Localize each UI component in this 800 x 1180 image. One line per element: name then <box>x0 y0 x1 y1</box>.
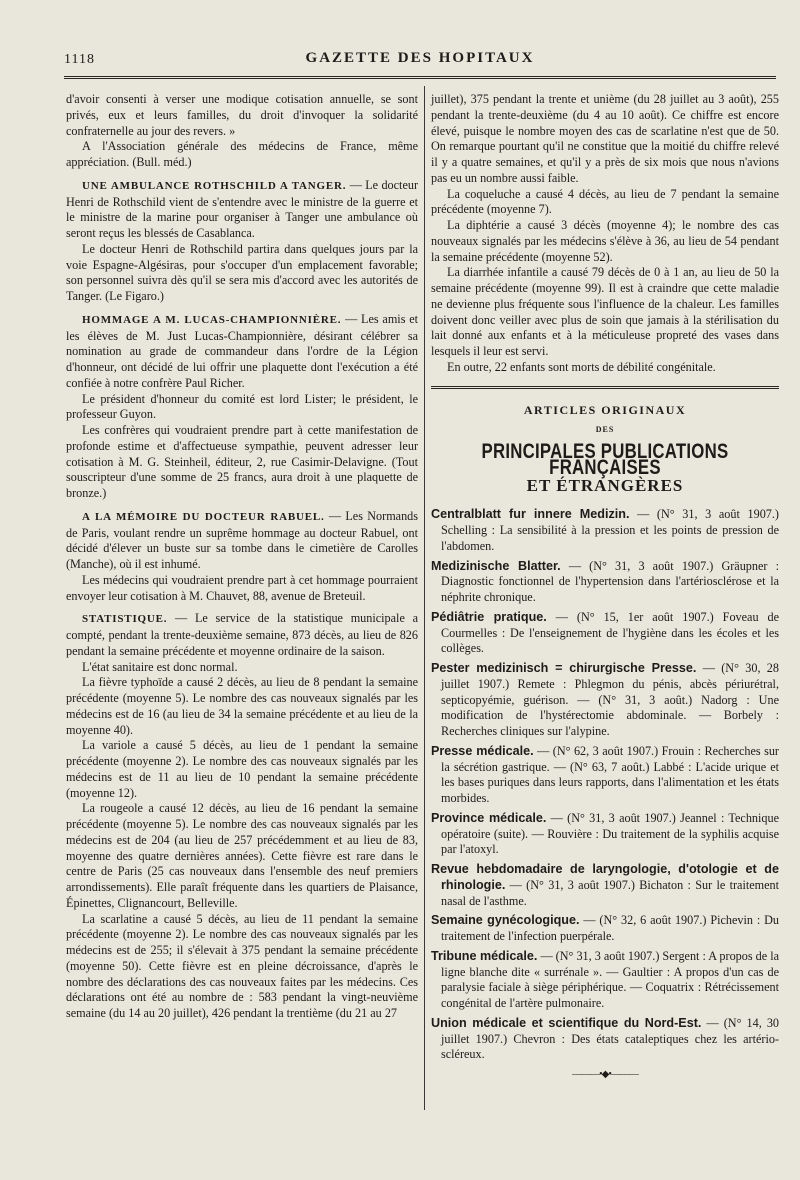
journal-title: GAZETTE DES HOPITAUX <box>305 50 535 66</box>
column-divider <box>424 86 425 1110</box>
publication-text: — (N° 31, 3 août 1907.) Sergent : A propos de la ligne blanche dite « surrénale ». — Gaultier : A propos d'un cas de paralysie faciale à siège périphérique. — Coquatrix : Rétrécissement congénital de l'artère pulmonaire. <box>441 948 779 1010</box>
section-text: Le président d'honneur du comité est lord Lister; le président, le professeur Guyon. <box>66 391 418 422</box>
publication-text: — (N° 15, 1er août 1907.) Foveau de Courmelles : De l'enseignement de l'hygiène dans les écoles et les collèges. <box>441 609 779 656</box>
publication-entry <box>431 862 779 909</box>
publication-text: — (N° 31, 3 août 1907.) Jeannel : Technique opératoire (suite). — Rouvière : Du traitement de la syphilis acquise par l'atoxyl. <box>441 810 779 857</box>
section-statistique <box>66 611 418 1022</box>
section-text: — Le docteur Henri de Rothschild vient de s'entendre avec le ministre de la guerre et le ministre de la marine pour organiser à Tanger une ambulance où seront reçus les blessés de Casablanca. <box>66 177 419 240</box>
publication-text: — (N° 30, 28 juillet 1907.) Remete : Phlegmon du pénis, abcès périurétral, septicopyémie, guérison. — (N° 31, 3 août.) Nadorg : Une modification de l'hystérectomie abdominale. — Borbely : Recherches cliniques sur l'alypine. <box>441 661 779 738</box>
publication-entry <box>431 744 779 807</box>
section-text: Le docteur Henri de Rothschild partira dans quelques jours par la voie Espagne-Algésiras, pour s'occuper d'un emplacement favorable; son personnel suivra dès qu'il se sera mis d'accord avec les autorités de Tanger. (Le Figaro.) <box>66 241 418 303</box>
publication-entry <box>431 913 779 945</box>
section-hommage <box>66 312 418 502</box>
articles-heading-line1: ARTICLES ORIGINAUX <box>523 402 687 417</box>
publication-entry <box>431 811 779 858</box>
debilite-paragraph: En outre, 22 enfants sont morts de débilité congénitale. <box>447 359 716 374</box>
intro-paragraph-2: A l'Association générale des médecins de France, même appréciation. (Bull. méd.) <box>66 139 418 169</box>
publication-text: — (N° 14, 30 juillet 1907.) Chevron : Des états cataleptiques chez les artério-scléreux. <box>441 1015 780 1062</box>
publication-text: — (N° 32, 6 août 1907.) Pichevin : Du traitement de l'infection puerpérale. <box>441 913 779 943</box>
section-text: La rougeole a causé 12 décès, au lieu de 16 pendant la semaine précédente (moyenne 5). Le nombre des cas nouveaux signalés par les médecins est de 204 (au lieu de 257 précédemment et au lieu de 83, moyenne des quatre dernières années). Cette fièvre est rare dans le centre de Paris (25 cas nouveaux dans l'ensemble des neuf premiers arrondissements). Elle paraît fréquente dans les quartiers de Plaisance, Épinettes, Clignancourt, Belleville. <box>66 801 418 910</box>
section-text: — Les Normands de Paris, voulant rendre un suprême hommage au docteur Rabuel, ont décidé d'élever un buste sur sa tombe dans le cimetière de Carolles (Manche), où il est inhumé. <box>66 508 419 571</box>
journal-name: Semaine gynécologique. <box>431 913 580 928</box>
right-column <box>431 92 779 1083</box>
diarrhee-paragraph: La diarrhée infantile a causé 79 décès de 0 à 1 an, au lieu de 50 la semaine précédente (moyenne 99). Il est à craindre que cette maladie ne devienne plus fréquente sous l'influence de la chaleur. Les familles doivent donc veiller avec plus de soin que jamais à la stérilisation du lait donné aux enfants et à la méticuleuse propreté des vases dans lesquels il leur est servi. <box>431 265 779 358</box>
publication-text: — (N° 31, 3 août 1907.) Gräupner : Diagnostic fonctionnel de l'hypertension dans l'artériosclérose et la néphrite chronique. <box>441 558 779 604</box>
section-separator <box>431 386 779 389</box>
journal-name: Province médicale. <box>431 810 547 825</box>
section-heading: UNE AMBULANCE ROTHSCHILD A TANGER. <box>82 179 347 192</box>
articles-heading-line4: ET ÉTRANGÈRES <box>526 475 684 495</box>
articles-heading-line2: DES <box>595 425 615 435</box>
publication-entry <box>431 949 779 1012</box>
page-header <box>64 50 776 70</box>
continuation-paragraph: juillet), 375 pendant la trente et unième (du 28 juillet au 3 août), 255 pendant la trente-deuxième (du 4 au 10 août). Ce chiffre est encore élevé, puisque le nombre moyen des cas de scarlatine n'est que de 50. On remarque pourtant qu'il ne constitue que la moitié du chiffre relevé il y a quatre semaines, et qu'il y a près de six mois que nous n'avions pas eu un nombre aussi faible. <box>431 92 779 185</box>
coqueluche-paragraph: La coqueluche a causé 4 décès, au lieu de 7 pendant la semaine précédente (moyenne 7). <box>431 186 779 217</box>
intro-paragraph: d'avoir consenti à verser une modique cotisation annuelle, se sont privés, eux et leurs familles, du droit d'invoquer la solidarité confraternelle au jour des revers. » <box>66 92 418 138</box>
ornament: ———•◆•——— <box>572 1069 638 1080</box>
journal-name: Union médicale et scientifique du Nord-Est. <box>431 1015 702 1030</box>
publication-text: — (N° 31, 3 août 1907.) Schelling : La sensibilité à la pression et les points de pression de l'abdomen. <box>441 507 779 553</box>
section-text: — Les amis et les élèves de M. Just Lucas-Championnière, désirant célébrer sa nomination au grade de commandeur dans l'ordre de la Légion d'honneur, ont décidé de lui offrir une plaquette dont l'exécution a été confiée à notre confrère Paul Richer. <box>66 311 419 390</box>
section-heading: HOMMAGE A M. LUCAS-CHAMPIONNIÈRE. <box>82 313 342 326</box>
journal-name: Tribune médicale. <box>431 948 538 963</box>
section-text: Les confrères qui voudraient prendre part à cette manifestation de profonde estime et d'affectueuse sympathie, peuvent adresser leur cotisation à M. G. Steinheil, éditeur, 2, rue Casimir-Delavigne. (Tout souscripteur d'une somme de 25 francs, aura droit à une plaquette de bronze.) <box>66 423 418 500</box>
publications-list <box>431 507 779 1063</box>
page-number: 1118 <box>64 52 95 67</box>
publication-entry <box>431 559 779 606</box>
publication-entry <box>431 610 779 657</box>
section-text: — Le service de la statistique municipale a compté, pendant la trente-deuxième semaine, 873 décès, au lieu de 826 pendant la semaine précédente et moyenne ordinaire de la saison. <box>66 611 418 658</box>
journal-name: Medizinische Blatter. <box>431 558 561 573</box>
publication-entry <box>431 1016 779 1063</box>
section-rabuel <box>66 509 418 605</box>
section-text: La variole a causé 5 décès, au lieu de 1 pendant la semaine précédente (moyenne 2). Le nombre des cas nouveaux signalés par les médecins est de 11 au lieu de 10 pendant la semaine précédente (moyenne 12). <box>66 738 418 800</box>
journal-name: Pédiâtrie pratique. <box>431 609 547 624</box>
section-text: L'état sanitaire est donc normal. <box>82 659 238 674</box>
publication-text: — (N° 31, 3 août 1907.) Bichaton : Sur le traitement nasal de l'asthme. <box>441 877 779 908</box>
left-column <box>66 92 418 1022</box>
articles-heading <box>431 403 779 494</box>
journal-name: Presse médicale. <box>431 743 534 758</box>
journal-name: Pester medizinisch = chirurgische Presse. <box>431 661 697 675</box>
section-text: La scarlatine a causé 5 décès, au lieu de 11 pendant la semaine précédente (moyenne 2). Le nombre des cas nouveaux signalés par les médecins est de 255; il s'élevait à 375 pendant la semaine précédente (moyenne 50). Cette fièvre est en pleine décroissance, d'après le nombre des déclarations des cas nouveaux faites par les médecins. Ces déclarations ont été au nombre de : 583 pendant la vingt-neuvième semaine (du 14 au 20 juillet), 426 pendant la trentième (du 21 au 27 <box>66 911 418 1020</box>
header-rule <box>64 76 776 79</box>
section-ambulance <box>66 178 418 305</box>
journal-name: Centralblatt fur innere Medizin. <box>431 507 630 522</box>
section-heading: STATISTIQUE. <box>82 613 168 626</box>
section-text: Les médecins qui voudraient prendre part à cet hommage pourraient envoyer leur cotisation à M. Chauvet, 88, avenue de Breteuil. <box>66 572 418 603</box>
journal-name: Revue hebdomadaire de laryngologie, d'otologie et de rhinologie. <box>431 862 779 892</box>
section-heading: A LA MÉMOIRE DU DOCTEUR RABUEL. <box>82 510 325 523</box>
section-text: La fièvre typhoïde a causé 2 décès, au lieu de 8 pendant la semaine précédente (moyenne 5). Le nombre des cas nouveaux signalés par les médecins est de 16 (au lieu de 34 la semaine précédente et au lieu de la moyenne 40). <box>66 675 418 737</box>
publication-entry <box>431 661 779 740</box>
publication-entry <box>431 507 779 554</box>
publication-text: — (N° 62, 3 août 1907.) Frouin : Recherches sur la sécrétion gastrique. — (N° 63, 7 août.) Labbé : L'acide urique et les bases puriques dans leurs rapports, dans l'alimentation et les états morbides. <box>441 743 779 805</box>
articles-heading-line3: PRINCIPALES PUBLICATIONS FRANÇAISES <box>481 440 729 479</box>
diphterie-paragraph: La diphtérie a causé 3 décès (moyenne 4); le nombre des cas nouveaux signalés par les médecins s'élève à 36, au lieu de 54 pendant la semaine précédente (moyenne 52). <box>431 218 779 264</box>
